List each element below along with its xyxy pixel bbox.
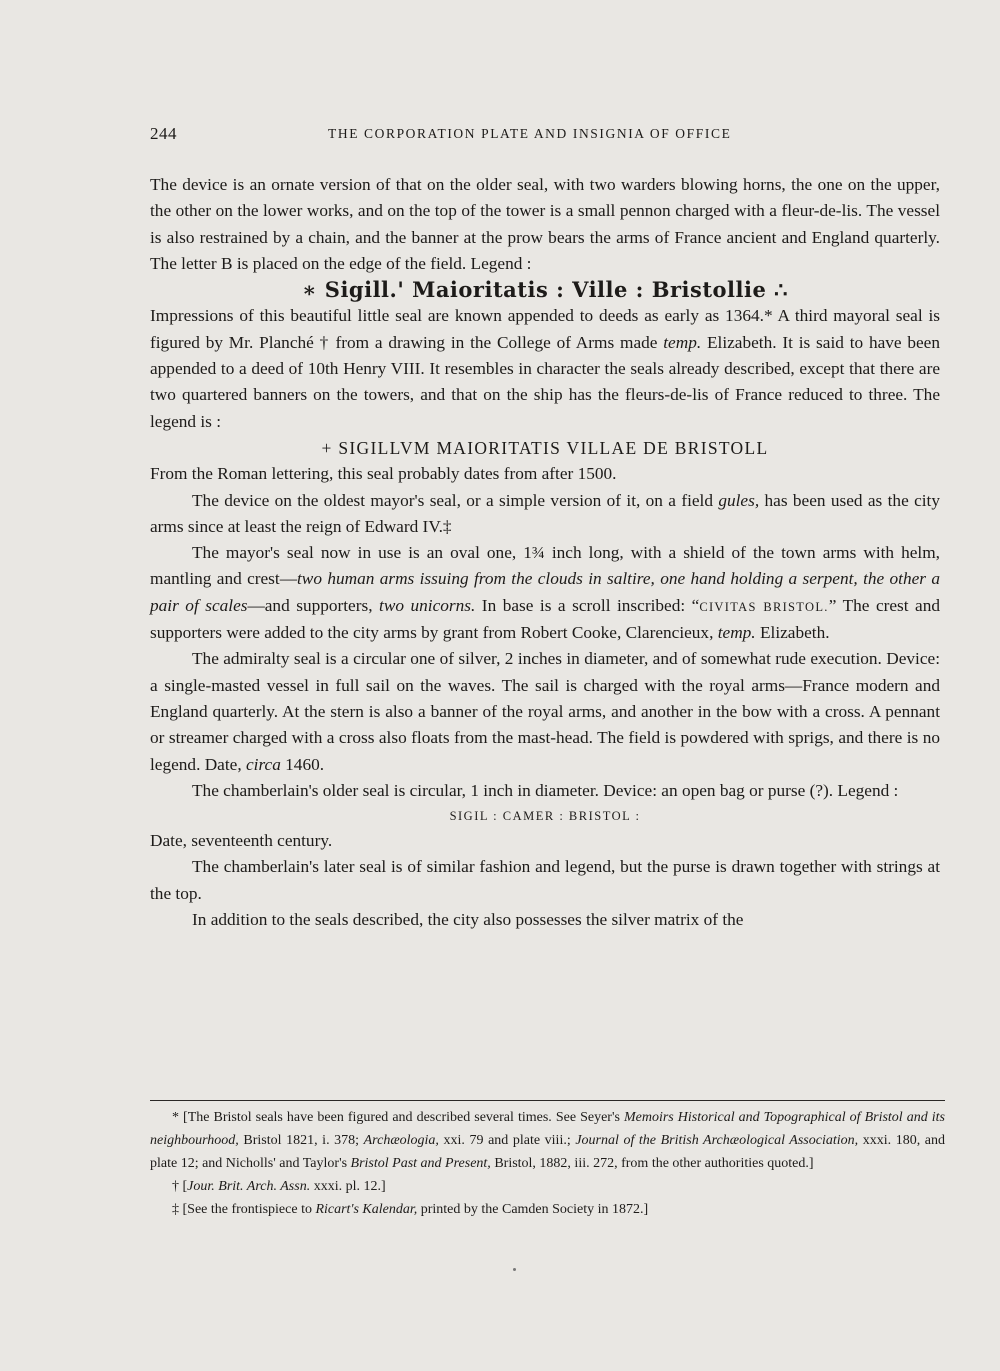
- text-run: has been used as the city arms since at least the reign of Edward IV.‡: [150, 490, 940, 536]
- italic-run: gules,: [718, 490, 760, 510]
- text-run: xxxi. pl. 12.]: [310, 1179, 386, 1194]
- text-run: xxi. 79 and plate viii.;: [438, 1133, 576, 1148]
- paragraph: [150, 488, 940, 541]
- text-run: Bristol 1821, i. 378;: [238, 1133, 364, 1148]
- page-number: 244: [150, 124, 177, 143]
- running-title: THE CORPORATION PLATE AND INSIGNIA OF OFFICE: [328, 126, 732, 141]
- paragraph: The chamberlain's later seal is of similar fashion and legend, but the purse is drawn together with strings at the top.: [150, 857, 940, 903]
- text-run: Elizabeth. It is said to have been appended to a deed of 10th Henry VIII. It resembles in character the seals already described, except that there are two quartered banners on the towers, and that on the ship has the fleurs-de-lis of France reduced to three. The legend is :: [150, 332, 940, 431]
- italic-run: two unicorns.: [379, 595, 476, 615]
- paragraph: [150, 303, 940, 434]
- italic-run: Journal of the British Archæological Association,: [575, 1133, 859, 1148]
- text-run: 1460.: [280, 754, 325, 774]
- small-caps-run: CIVITAS BRISTOL.: [699, 599, 829, 614]
- text-run: * [The Bristol seals have been figured and described several times. See Seyer's: [172, 1110, 624, 1125]
- paragraph: The chamberlain's older seal is circular, 1 inch in diameter. Device: an open bag or purse (?). Legend :: [192, 780, 899, 800]
- paragraph: [150, 646, 940, 777]
- seal-legend-small: SIGIL : CAMER : BRISTOL :: [449, 809, 641, 824]
- paragraph: From the Roman lettering, this seal probably dates from after 1500.: [150, 464, 617, 484]
- italic-run: Ricart's Kalendar,: [315, 1202, 418, 1217]
- italic-run: Bristol Past and Present,: [350, 1156, 491, 1171]
- text-run: Bristol, 1882, iii. 272, from the other authorities quoted.]: [490, 1156, 814, 1171]
- text-run: ‡ [See the frontispiece to: [172, 1202, 316, 1217]
- text-run: The admiralty seal is a circular one of silver, 2 inches in diameter, and of somewhat rude execution. Device: a single-masted vessel in full sail on the waves. The sail is charged with the royal arms—France modern and England quarterly. At the stern is also a banner of the royal arms, and another in the bow with a cross. A pennant or streamer charged with a cross also floats from the mast-head. The field is powdered with sprigs, and there is no legend. Date,: [150, 649, 940, 774]
- seal-legend-roman: + SIGILLVM MAIORITATIS VILLAE DE BRISTOLL: [321, 437, 769, 458]
- running-header: [150, 124, 940, 148]
- italic-run: Memoirs Historical and Topographical of Bristol and its neighbourhood,: [150, 1110, 946, 1148]
- text-run: xxxi. 180, and plate 12; and Nicholls' and Taylor's: [150, 1133, 945, 1171]
- italic-run: circa: [245, 754, 281, 774]
- text-run: Impressions of this beautiful little seal are known appended to deeds as early as 1364.* A third mayoral seal is figured by Mr. Planché † from a drawing in the College of Arms made: [150, 306, 940, 352]
- text-run: printed by the Camden Society in 1872.]: [417, 1202, 649, 1217]
- text-run: The mayor's seal now in use is an oval one, 1¾ inch long, with a shield of the town arms with helm, mantling and crest—: [150, 543, 940, 589]
- paragraph: Date, seventeenth century.: [150, 831, 333, 851]
- italic-run: two human arms issuing from the clouds in saltire, one hand holding a serpent, the other a pair of scales: [150, 569, 941, 615]
- text-run: The device on the oldest mayor's seal, or a simple version of it, on a field: [192, 490, 719, 510]
- text-run: —and supporters,: [247, 595, 380, 615]
- footnotes: [150, 1106, 945, 1221]
- paragraph: [150, 540, 940, 646]
- text-run: ” The crest and supporters were added to the city arms by grant from Robert Cooke, Clarencieux,: [150, 595, 941, 643]
- italic-run: temp.: [663, 332, 702, 352]
- text-run: In base is a scroll inscribed: “: [475, 595, 700, 615]
- footnote: [150, 1175, 945, 1198]
- text-run: Elizabeth.: [755, 623, 830, 643]
- italic-run: temp.: [717, 623, 756, 643]
- footnote: [150, 1106, 945, 1175]
- text-run: † [: [172, 1179, 188, 1194]
- italic-run: Archæologia,: [363, 1133, 439, 1148]
- paragraph: In addition to the seals described, the city also possesses the silver matrix of the: [192, 910, 744, 930]
- footnote: [150, 1198, 945, 1221]
- print-speck: [513, 1268, 516, 1271]
- italic-run: Jour. Brit. Arch. Assn.: [187, 1179, 311, 1194]
- footnote-rule: [150, 1100, 945, 1101]
- paragraph: The device is an ornate version of that on the older seal, with two warders blowing horns, the one on the upper, the other on the lower works, and on the top of the tower is a small pennon charged with a fleur-de-lis. The vessel is also restrained by a chain, and the banner at the prow bears the arms of France ancient and England quarterly. The letter B is placed on the edge of the field. Legend :: [150, 175, 940, 273]
- main-text: [150, 172, 940, 933]
- seal-legend-blackletter: ∗ Sigill.' Maioritatis : Ville : Bristollie ∴: [301, 277, 789, 303]
